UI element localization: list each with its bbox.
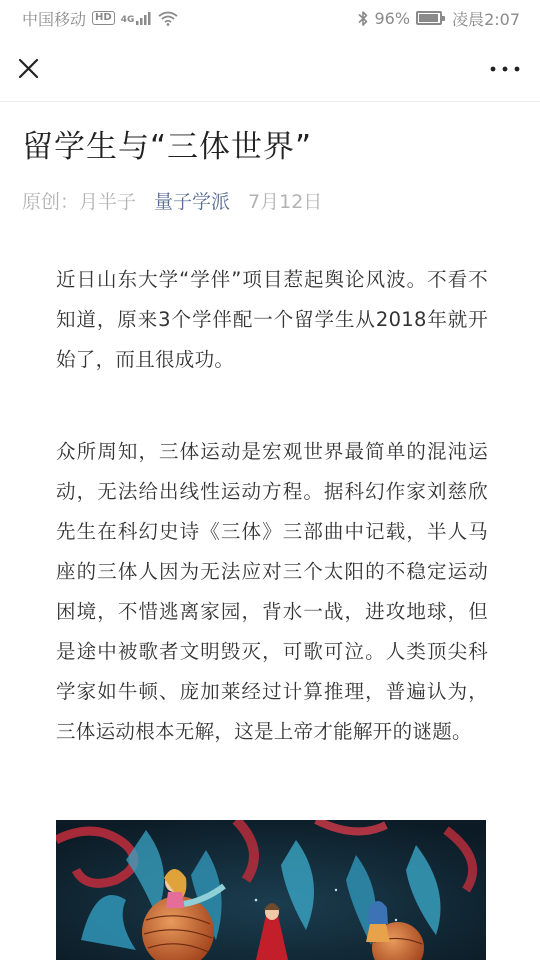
status-bar bbox=[0, 0, 540, 36]
article-title: 留学生与“三体世界” bbox=[22, 129, 313, 165]
article-illustration[interactable] bbox=[56, 820, 486, 960]
author-name: 月半子 bbox=[79, 190, 137, 213]
battery-level bbox=[419, 14, 438, 22]
battery-icon bbox=[416, 11, 442, 25]
hd-badge: HD bbox=[92, 11, 115, 25]
clock: 凌晨2:07 bbox=[452, 9, 520, 29]
status-bar-right bbox=[357, 7, 521, 30]
signal-icon bbox=[136, 11, 152, 25]
bluetooth-icon bbox=[357, 10, 369, 27]
article-paragraph: 近日山东大学“学伴”项目惹起舆论风波。不看不知道，原来3个学伴配一个留学生从2018年就开始了，而且很成功。 bbox=[56, 268, 488, 371]
nav-bar bbox=[0, 36, 540, 102]
publish-date: 7月12日 bbox=[248, 190, 323, 213]
carrier-name: 中国移动 bbox=[22, 9, 87, 29]
status-bar-left bbox=[22, 7, 178, 30]
wifi-icon bbox=[158, 11, 178, 26]
article-paragraph: 众所周知，三体运动是宏观世界最简单的混沌运动，无法给出线性运动方程。据科幻作家刘慈欣先生在科幻史诗《三体》三部曲中记载，半人马座的三体人因为无法应对三个太阳的不稳定运动困境，不惜逃离家园，背水一战，进攻地球，但是途中被歌者文明毁灭，可歌可泣。人类顶尖科学家如牛顿、庞加莱经过计算推理，普遍认为，三体运动根本无解，这是上帝才能解开的谜题。 bbox=[56, 440, 488, 743]
battery-percent: 96% bbox=[374, 8, 411, 28]
account-link[interactable]: 量子学派 bbox=[154, 190, 231, 213]
close-icon[interactable] bbox=[12, 52, 46, 86]
more-icon[interactable] bbox=[488, 56, 522, 82]
original-label: 原创： bbox=[22, 190, 80, 213]
article-meta bbox=[22, 186, 322, 214]
network-type: 4G bbox=[120, 14, 135, 25]
illustration-image bbox=[56, 820, 486, 960]
